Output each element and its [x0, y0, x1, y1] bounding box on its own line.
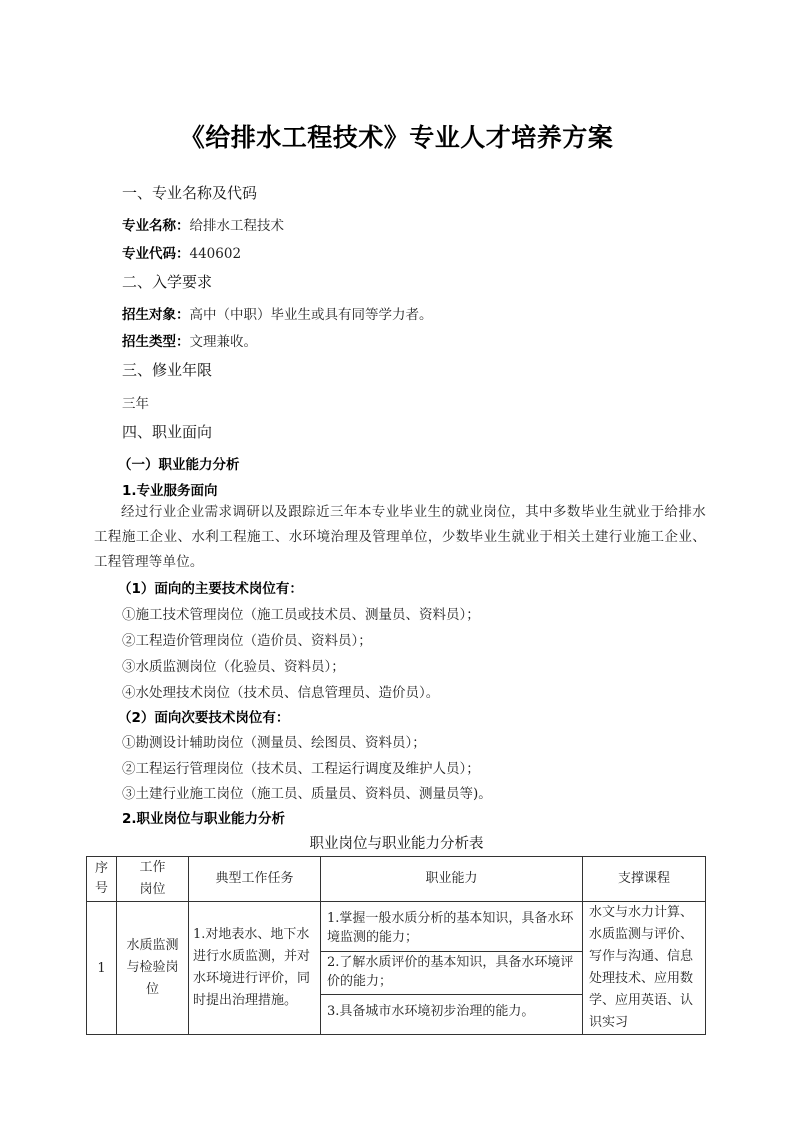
service-paragraph: 经过行业企业需求调研以及跟踪近三年本专业毕业生的就业岗位，其中多数毕业生就业于给排水工程施工企业、水利工程施工、水环境治理及管理单位，少数毕业生就业于相关土建行业施工企业、工程管理等单位。 — [94, 504, 706, 570]
major-name-label: 专业名称： — [122, 218, 190, 234]
table-header-row — [87, 857, 706, 902]
cell-courses: 水文与水力计算、水质监测与评价、写作与沟通、信息处理技术、应用数学、应用英语、认识实习 — [583, 902, 706, 1035]
table-caption: 职业岗位与职业能力分析表 — [309, 836, 484, 852]
major-name-value: 给排水工程技术 — [189, 218, 284, 234]
subsection-heading: （一）职业能力分析 — [118, 457, 240, 473]
item-heading-2: 2.职业岗位与职业能力分析 — [122, 811, 286, 827]
primary-post-item: ②工程造价管理岗位（造价员、资料员）； — [122, 633, 372, 649]
section-heading-1: 一、专业名称及代码 — [122, 184, 258, 202]
cell-post: 水质监测与检验岗位 — [117, 902, 189, 1035]
primary-post-item: ①施工技术管理岗位（施工员或技术员、测量员、资料员）； — [122, 607, 480, 623]
table-row — [87, 902, 706, 1035]
item-heading-1: 1.专业服务面向 — [122, 483, 218, 499]
major-code-label: 专业代码： — [122, 246, 190, 262]
enrollment-type-value: 文理兼收。 — [189, 334, 257, 350]
enrollment-type-line — [122, 330, 257, 350]
major-code-line — [122, 242, 241, 262]
major-code-value: 440602 — [189, 246, 242, 262]
primary-posts-heading: （1）面向的主要技术岗位有： — [118, 581, 303, 597]
enrollment-target-label: 招生对象： — [122, 307, 190, 323]
ability-item: 1.掌握一般水质分析的基本知识，具备水环境监测的能力； — [321, 908, 582, 952]
enrollment-target-value: 高中（中职）毕业生或具有同等学力者。 — [189, 307, 433, 323]
section-heading-4: 四、职业面向 — [122, 423, 213, 441]
section-heading-2: 二、入学要求 — [122, 273, 213, 291]
enrollment-target-line — [122, 303, 433, 323]
section-heading-3: 三、修业年限 — [122, 361, 213, 379]
secondary-posts-heading: （2）面向次要技术岗位有： — [118, 710, 290, 726]
secondary-post-item: ③土建行业施工岗位（施工员、质量员、资料员、测量员等)。 — [122, 786, 492, 802]
cell-task: 1.对地表水、地下水进行水质监测，并对水环境进行评价，同时提出治理措施。 — [189, 902, 321, 1035]
secondary-post-item: ①勘测设计辅助岗位（测量员、绘图员、资料员）； — [122, 735, 426, 751]
secondary-post-item: ②工程运行管理岗位（技术员、工程运行调度及维护人员）； — [122, 761, 480, 777]
header-ability: 职业能力 — [321, 857, 583, 902]
document-title: 《给排水工程技术》专业人才培养方案 — [179, 123, 614, 152]
header-task: 典型工作任务 — [189, 857, 321, 902]
major-name-line — [122, 214, 284, 234]
primary-post-item: ④水处理技术岗位（技术员、信息管理员、造价员）。 — [122, 685, 440, 701]
header-courses: 支撑课程 — [583, 857, 706, 902]
cell-seq: 1 — [87, 902, 117, 1035]
job-ability-table — [86, 856, 706, 1035]
primary-post-item: ③水质监测岗位（化验员、资料员）； — [122, 659, 345, 675]
study-duration: 三年 — [122, 396, 149, 412]
ability-item: 2.了解水质评价的基本知识，具备水环境评价的能力； — [321, 952, 582, 995]
ability-item: 3.具备城市水环境初步治理的能力。 — [327, 1003, 535, 1019]
enrollment-type-label: 招生类型： — [122, 334, 190, 350]
header-post: 工作 岗位 — [117, 857, 189, 902]
header-seq: 序 号 — [87, 857, 117, 902]
cell-abilities — [321, 902, 583, 1035]
